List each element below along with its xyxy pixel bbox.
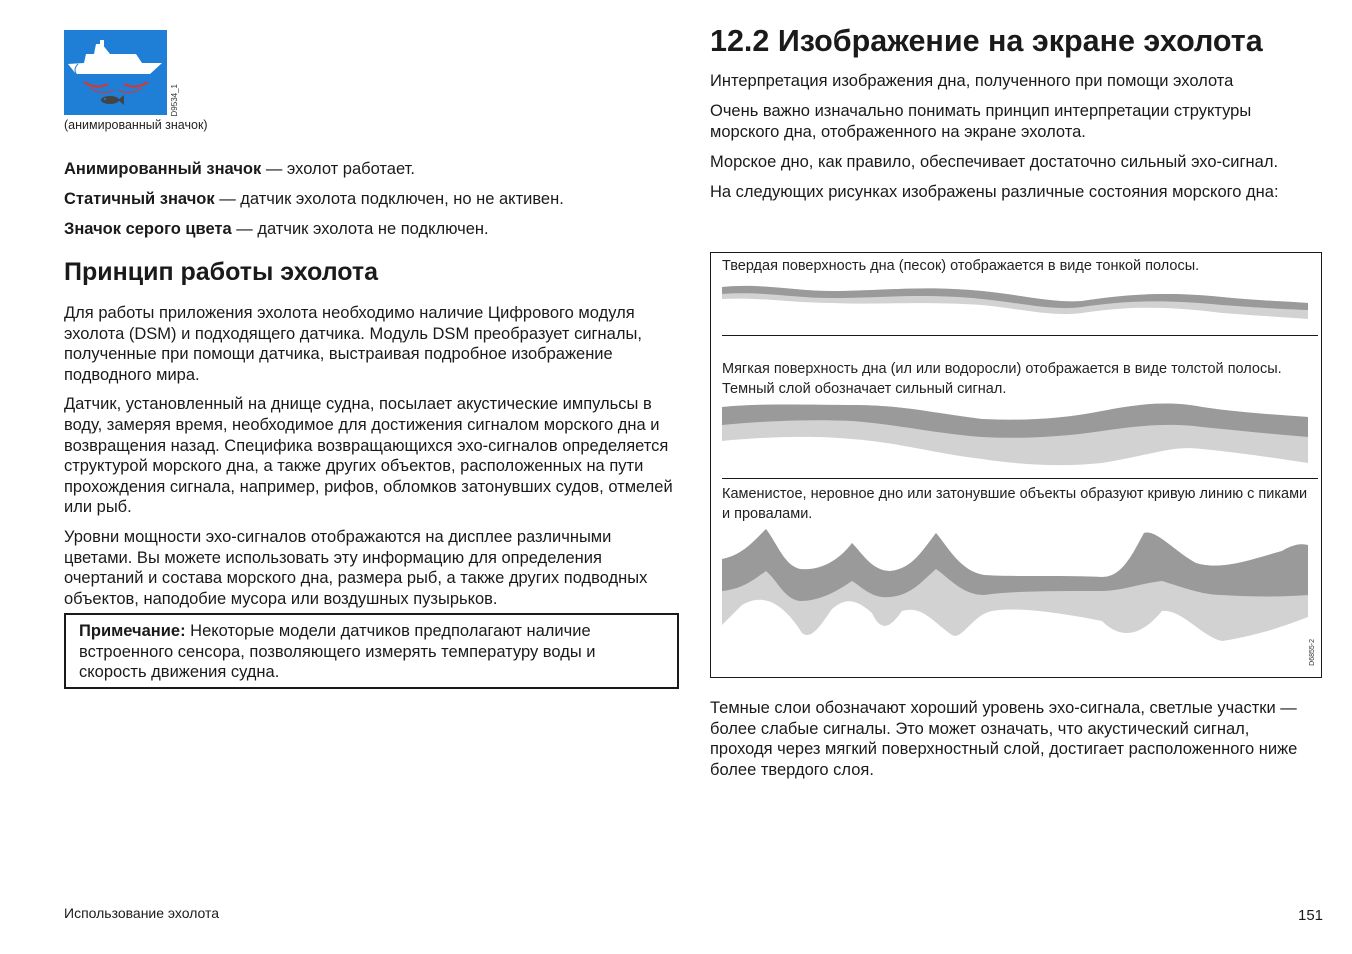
intro-paragraph: Очень важно изначально понимать принцип интерпретации структуры морского дна, отображенного на экране эхолота. [710, 102, 1252, 141]
soft-bottom-echo [722, 401, 1308, 467]
footer-section: Использование эхолота [64, 905, 220, 921]
intro-paragraph: На следующих рисунках изображены различные состояния морского дна: [710, 182, 1279, 201]
principle-paragraph: Уровни мощности эхо-сигналов отображаются на дисплее различными цветами. Вы можете использовать эту информацию для определения очертаний и состава морского дна, размера рыб, а также других подводных объектов, наподобие мусора или воздушных пузырьков. [64, 527, 648, 608]
principle-body [64, 303, 682, 609]
intro-paragraph: Интерпретация изображения дна, полученного при помощи эхолота [710, 72, 1234, 90]
page-number: 151 [1298, 907, 1324, 924]
boat-icon [64, 30, 167, 115]
hard-bottom-echo [722, 283, 1308, 323]
icon-state-animated: Анимированный значок — эхолот работает. [64, 160, 415, 178]
figure-divider [722, 335, 1318, 336]
icon-code: D9534_1 [170, 84, 179, 117]
note-box [64, 613, 679, 689]
figure-explanation: Темные слои обозначают хороший уровень эхо-сигнала, светлые участки — более слабые сигналы. Это может означать, что акустический сигнал, проходя через мягкий поверхностный слой, достигает расположенного ниже более твердого слоя. [710, 699, 1298, 779]
figure-divider [722, 478, 1318, 479]
figure-code: D6855-2 [1309, 639, 1316, 666]
rocky-bottom-echo [722, 525, 1308, 643]
sonar-icon [64, 30, 167, 115]
section-heading-principle: Принцип работы эхолота [64, 258, 379, 286]
note-text: Некоторые модели датчиков предполагают наличие встроенного сенсора, позволяющего измерять температуру воды и скорость движения судна. [79, 622, 596, 682]
icon-states-list [64, 159, 684, 240]
figure-caption-hard: Твердая поверхность дна (песок) отображается в виде тонкой полосы. [722, 258, 1200, 274]
seabed-figure [710, 252, 1322, 678]
principle-paragraph: Для работы приложения эхолота необходимо наличие Цифрового модуля эхолота (DSM) и подходящего датчика. Модуль DSM преобразует сигналы, полученные при помощи датчика, выстраивая подробное изображение подводного мира. [64, 304, 642, 384]
icon-state-static: Статичный значок — датчик эхолота подключен, но не активен. [64, 189, 564, 208]
principle-paragraph: Датчик, установленный на днище судна, посылает акустические импульсы в воду, замеряя время, необходимое для достижения сигналом морского дна и возвращения назад. Специфика возвращающихся эхо-сигналов определяется структурой морского дна, а также других объектов, расположенных на пути прохождения сигнала, например, рифов, обломков затонувших судов, отмелей или рыб. [64, 395, 673, 517]
icon-state-grey: Значок серого цвета — датчик эхолота не подключен. [64, 219, 489, 238]
icon-caption: (анимированный значок) [64, 118, 208, 132]
figure-caption-rocky: Каменистое, неровное дно или затонувшие объекты образуют кривую линию с пиками и провалами. [722, 486, 1308, 522]
page-title: 12.2 Изображение на экране эхолота [710, 24, 1263, 58]
intro-body [710, 71, 1322, 202]
figure-caption-soft: Мягкая поверхность дна (ил или водоросли) отображается в виде толстой полосы. Темный слой обозначает сильный сигнал. [722, 361, 1282, 397]
intro-paragraph: Морское дно, как правило, обеспечивает достаточно сильный эхо-сигнал. [710, 152, 1279, 171]
note-label: Примечание: [79, 622, 186, 640]
